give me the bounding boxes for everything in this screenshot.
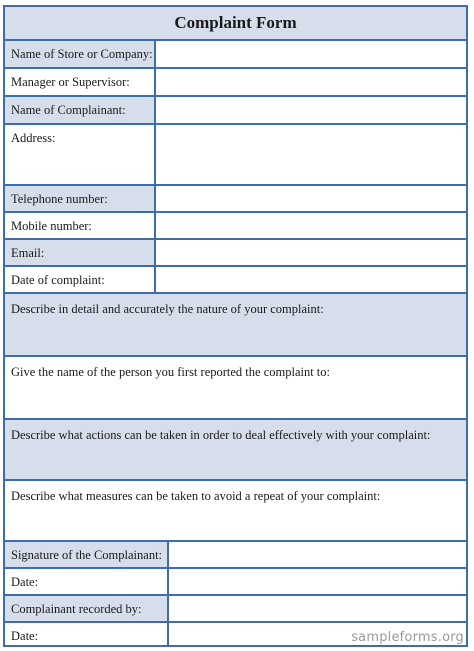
row-date-of-complaint xyxy=(5,267,466,294)
row-telephone xyxy=(5,186,466,213)
complaint-form xyxy=(3,5,468,647)
telephone-field[interactable] xyxy=(156,186,466,211)
row-complainant-name xyxy=(5,97,466,125)
complainant-name-field[interactable] xyxy=(156,97,466,123)
signature-date-label: Date: xyxy=(5,569,169,594)
signature-date-field[interactable] xyxy=(169,569,466,594)
email-label: Email: xyxy=(5,240,156,265)
address-field[interactable] xyxy=(156,125,466,184)
signature-label: Signature of the Complainant: xyxy=(5,542,169,567)
date-of-complaint-label: Date of complaint: xyxy=(5,267,156,292)
row-signature xyxy=(5,542,466,569)
question-first-reported-label: Give the name of the person you first reported the complaint to: xyxy=(11,365,331,379)
store-name-label: Name of Store or Company: xyxy=(5,41,156,67)
recorded-by-label: Complainant recorded by: xyxy=(5,596,169,621)
row-mobile xyxy=(5,213,466,240)
question-actions[interactable] xyxy=(5,420,466,481)
recorded-by-field[interactable] xyxy=(169,596,466,621)
complainant-name-label: Name of Complainant: xyxy=(5,97,156,123)
telephone-label: Telephone number: xyxy=(5,186,156,211)
question-actions-label: Describe what actions can be taken in order to deal effectively with your complaint: xyxy=(11,428,431,442)
email-field[interactable] xyxy=(156,240,466,265)
mobile-field[interactable] xyxy=(156,213,466,238)
form-title: Complaint Form xyxy=(5,7,466,41)
mobile-label: Mobile number: xyxy=(5,213,156,238)
manager-label: Manager or Supervisor: xyxy=(5,69,156,95)
row-email xyxy=(5,240,466,267)
watermark: sampleforms.org xyxy=(351,630,464,645)
question-nature-label: Describe in detail and accurately the nature of your complaint: xyxy=(11,302,324,316)
recorded-date-label: Date: xyxy=(5,623,169,645)
row-store-name xyxy=(5,41,466,69)
address-label: Address: xyxy=(5,125,156,184)
row-signature-date xyxy=(5,569,466,596)
question-first-reported[interactable] xyxy=(5,357,466,420)
manager-field[interactable] xyxy=(156,69,466,95)
row-address xyxy=(5,125,466,186)
signature-field[interactable] xyxy=(169,542,466,567)
store-name-field[interactable] xyxy=(156,41,466,67)
date-of-complaint-field[interactable] xyxy=(156,267,466,292)
question-nature[interactable] xyxy=(5,294,466,357)
question-measures-label: Describe what measures can be taken to avoid a repeat of your complaint: xyxy=(11,489,381,503)
row-manager xyxy=(5,69,466,97)
row-recorded-by xyxy=(5,596,466,623)
question-measures[interactable] xyxy=(5,481,466,542)
